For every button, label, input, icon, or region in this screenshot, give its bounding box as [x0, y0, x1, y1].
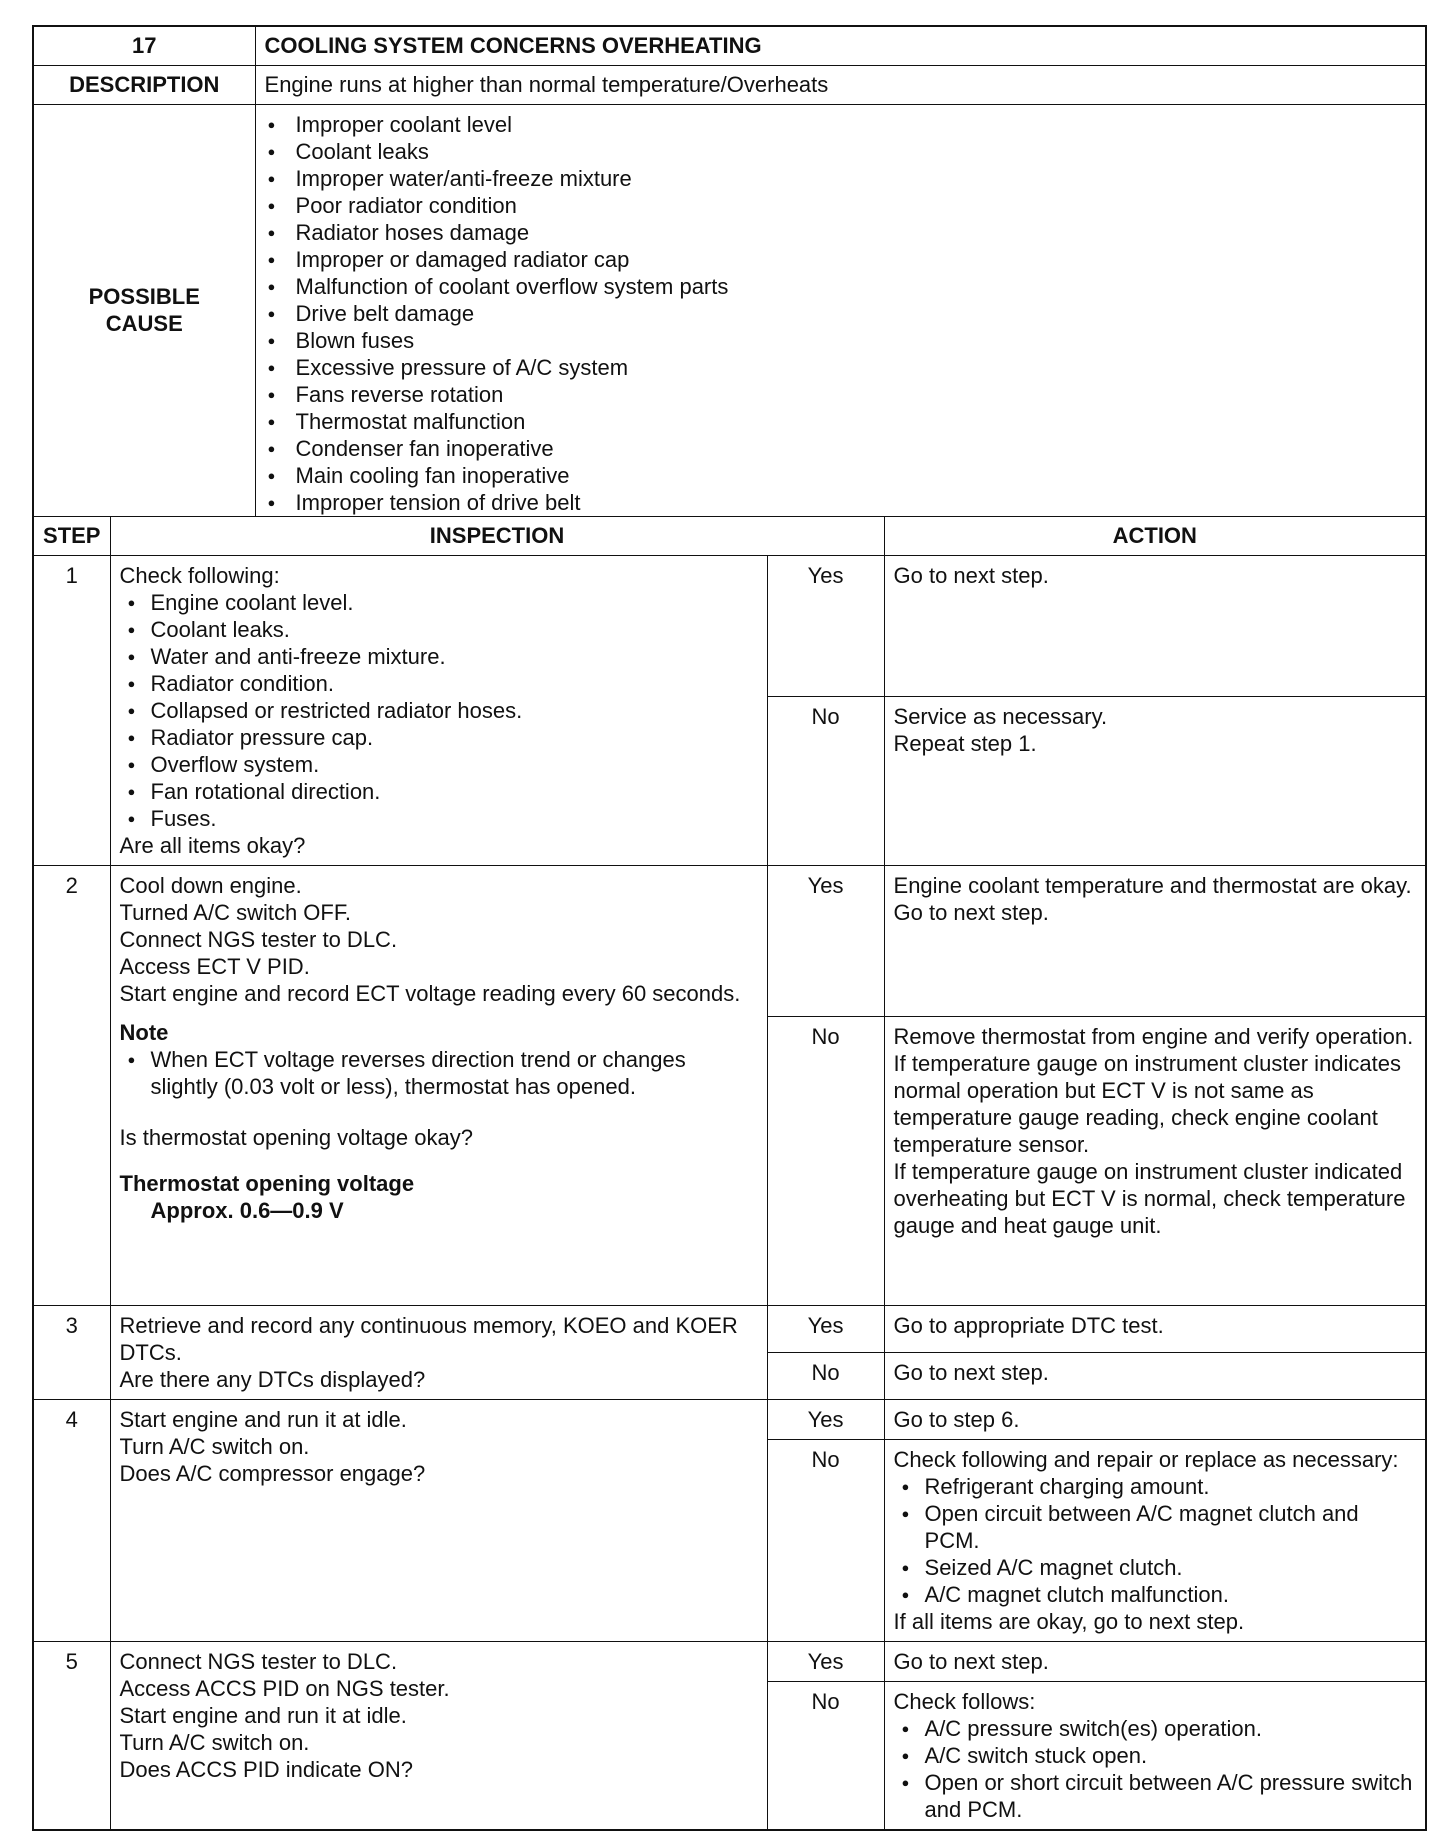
action-line: Engine coolant temperature and thermostat are okay.: [893, 872, 1412, 898]
possible-cause-label-line2: CAUSE: [105, 311, 183, 336]
step-3-yes-action: [884, 1305, 1426, 1352]
inspection-line: Are there any DTCs displayed?: [119, 1366, 426, 1392]
possible-cause-list-cell: [255, 104, 1426, 516]
no-label: No: [767, 1352, 884, 1399]
step-3-inspection: [110, 1305, 767, 1399]
action-line: Remove thermostat from engine and verify operation.: [893, 1023, 1414, 1049]
procedure-number: 17: [33, 26, 255, 65]
inspection-line: Does A/C compressor engage?: [119, 1460, 426, 1486]
step-number: 1: [33, 555, 110, 865]
inspection-line: Retrieve and record any continuous memory, KOEO and KOER DTCs.: [119, 1312, 738, 1365]
no-label: No: [767, 1439, 884, 1641]
description-row: [33, 65, 1426, 104]
check-item: ● A/C pressure switch(es) operation.: [894, 1715, 1417, 1742]
step-4-inspection: [110, 1399, 767, 1641]
check-item: ● Overflow system.: [120, 751, 758, 778]
step-5-no-checklist: [894, 1715, 1417, 1823]
inspection-line: Connect NGS tester to DLC.: [119, 1648, 398, 1674]
cause-item: ● Blown fuses: [256, 327, 1426, 354]
cause-item: ● Fans reverse rotation: [256, 381, 1426, 408]
step-4-yes-row: [33, 1399, 1426, 1439]
inspection-line: Cool down engine.: [119, 872, 302, 898]
description-text: Engine runs at higher than normal temperature/Overheats: [255, 65, 1426, 104]
action-line: If all items are okay, go to next step.: [893, 1608, 1245, 1634]
check-item: ● Open or short circuit between A/C pressure switch and PCM.: [894, 1769, 1417, 1823]
step-number: 3: [33, 1305, 110, 1399]
step-4-no-action: [884, 1439, 1426, 1641]
cause-item: ● Main cooling fan inoperative: [256, 462, 1426, 489]
cause-item: ● Improper coolant level: [256, 111, 1426, 138]
spec-value: Approx. 0.6—0.9 V: [150, 1197, 344, 1223]
step-number: 5: [33, 1641, 110, 1830]
step-1-intro: Check following:: [119, 562, 280, 588]
cause-item: ● Improper water/anti-freeze mixture: [256, 165, 1426, 192]
yes-label: Yes: [767, 1399, 884, 1439]
possible-cause-list: [256, 111, 1426, 516]
step-1-question: Are all items okay?: [119, 832, 306, 858]
cause-item: ● Excessive pressure of A/C system: [256, 354, 1426, 381]
possible-cause-row: [33, 104, 1426, 516]
step-2-question: Is thermostat opening voltage okay?: [119, 1124, 473, 1150]
step-4-yes-action: [884, 1399, 1426, 1439]
inspection-line: Start engine and record ECT voltage reading every 60 seconds.: [119, 980, 741, 1006]
note-item: ● When ECT voltage reverses direction trend or changes slightly (0.03 volt or less), thermostat has opened.: [120, 1046, 758, 1100]
column-header-inspection: INSPECTION: [110, 516, 884, 555]
inspection-line: Start engine and run it at idle.: [119, 1406, 407, 1432]
step-number: 2: [33, 865, 110, 1305]
step-2-inspection: [110, 865, 767, 1305]
spec-label: Thermostat opening voltage: [119, 1170, 415, 1196]
step-4-no-checklist: [894, 1473, 1417, 1608]
column-header-action: ACTION: [884, 516, 1426, 555]
check-item: ● Coolant leaks.: [120, 616, 758, 643]
action-line: Go to step 6.: [893, 1406, 1020, 1432]
note-label: Note: [119, 1019, 169, 1045]
step-3-yes-row: [33, 1305, 1426, 1352]
column-header-row: [33, 516, 1426, 555]
inspection-line: Access ACCS PID on NGS tester.: [119, 1675, 450, 1701]
inspection-line: Turn A/C switch on.: [119, 1729, 310, 1755]
step-5-yes-row: [33, 1641, 1426, 1681]
possible-cause-label: [33, 104, 255, 516]
no-label: No: [767, 696, 884, 865]
action-line: Go to appropriate DTC test.: [893, 1312, 1164, 1338]
procedure-title: COOLING SYSTEM CONCERNS OVERHEATING: [255, 26, 1426, 65]
check-item: ● Fuses.: [120, 805, 758, 832]
check-item: ● Seized A/C magnet clutch.: [894, 1554, 1417, 1581]
action-line: If temperature gauge on instrument cluster indicated overheating but ECT V is normal, check temperature gauge and heat gauge unit.: [893, 1158, 1406, 1238]
step-1-inspection: [110, 555, 767, 865]
step-5-inspection: [110, 1641, 767, 1830]
column-header-step: STEP: [33, 516, 110, 555]
cause-item: ● Improper or damaged radiator cap: [256, 246, 1426, 273]
inspection-line: Turn A/C switch on.: [119, 1433, 310, 1459]
check-item: ● Open circuit between A/C magnet clutch and PCM.: [894, 1500, 1417, 1554]
step-1-no-action: [884, 696, 1426, 865]
diagnostic-table-sheet: [32, 25, 1425, 1822]
step-3-no-action: [884, 1352, 1426, 1399]
no-label: No: [767, 1016, 884, 1305]
step-number: 4: [33, 1399, 110, 1641]
action-line: Go to next step.: [893, 899, 1049, 925]
step-5-no-action: [884, 1681, 1426, 1830]
yes-label: Yes: [767, 1305, 884, 1352]
inspection-line: Access ECT V PID.: [119, 953, 310, 979]
step-5-yes-action: [884, 1641, 1426, 1681]
step-1-yes-action: [884, 555, 1426, 696]
cause-item: ● Improper tension of drive belt: [256, 489, 1426, 516]
check-item: ● Radiator pressure cap.: [120, 724, 758, 751]
cause-item: ● Radiator hoses damage: [256, 219, 1426, 246]
check-item: ● Fan rotational direction.: [120, 778, 758, 805]
inspection-line: Start engine and run it at idle.: [119, 1702, 407, 1728]
cause-item: ● Drive belt damage: [256, 300, 1426, 327]
step-1-checklist: [120, 589, 758, 832]
note-list: [120, 1046, 758, 1100]
step-2-no-action: [884, 1016, 1426, 1305]
yes-label: Yes: [767, 555, 884, 696]
action-line: Check following and repair or replace as necessary:: [893, 1446, 1399, 1472]
step-1-yes-row: [33, 555, 1426, 696]
action-line: Go to next step.: [893, 1648, 1049, 1674]
possible-cause-label-line1: POSSIBLE: [88, 284, 200, 309]
check-item: ● Collapsed or restricted radiator hoses.: [120, 697, 758, 724]
step-2-yes-action: [884, 865, 1426, 1016]
check-item: ● Water and anti-freeze mixture.: [120, 643, 758, 670]
check-item: ● A/C switch stuck open.: [894, 1742, 1417, 1769]
action-line: Service as necessary.: [893, 703, 1108, 729]
cause-item: ● Coolant leaks: [256, 138, 1426, 165]
inspection-line: Connect NGS tester to DLC.: [119, 926, 398, 952]
no-label: No: [767, 1681, 884, 1830]
action-line: If temperature gauge on instrument cluster indicates normal operation but ECT V is not same as temperature gauge reading, check engine coolant temperature sensor.: [893, 1050, 1402, 1157]
action-line: Check follows:: [893, 1688, 1036, 1714]
inspection-line: Turned A/C switch OFF.: [119, 899, 351, 925]
cause-item: ● Condenser fan inoperative: [256, 435, 1426, 462]
inspection-line: Does ACCS PID indicate ON?: [119, 1756, 413, 1782]
action-line: Go to next step.: [893, 562, 1049, 588]
check-item: ● Radiator condition.: [120, 670, 758, 697]
header-row: [33, 26, 1426, 65]
check-item: ● Refrigerant charging amount.: [894, 1473, 1417, 1500]
step-2-yes-row: [33, 865, 1426, 1016]
cause-item: ● Thermostat malfunction: [256, 408, 1426, 435]
description-label: DESCRIPTION: [33, 65, 255, 104]
check-item: ● Engine coolant level.: [120, 589, 758, 616]
check-item: ● A/C magnet clutch malfunction.: [894, 1581, 1417, 1608]
yes-label: Yes: [767, 865, 884, 1016]
diagnostic-table: [32, 25, 1427, 1831]
cause-item: ● Malfunction of coolant overflow system parts: [256, 273, 1426, 300]
action-line: Repeat step 1.: [893, 730, 1037, 756]
yes-label: Yes: [767, 1641, 884, 1681]
action-line: Go to next step.: [893, 1359, 1049, 1385]
cause-item: ● Poor radiator condition: [256, 192, 1426, 219]
